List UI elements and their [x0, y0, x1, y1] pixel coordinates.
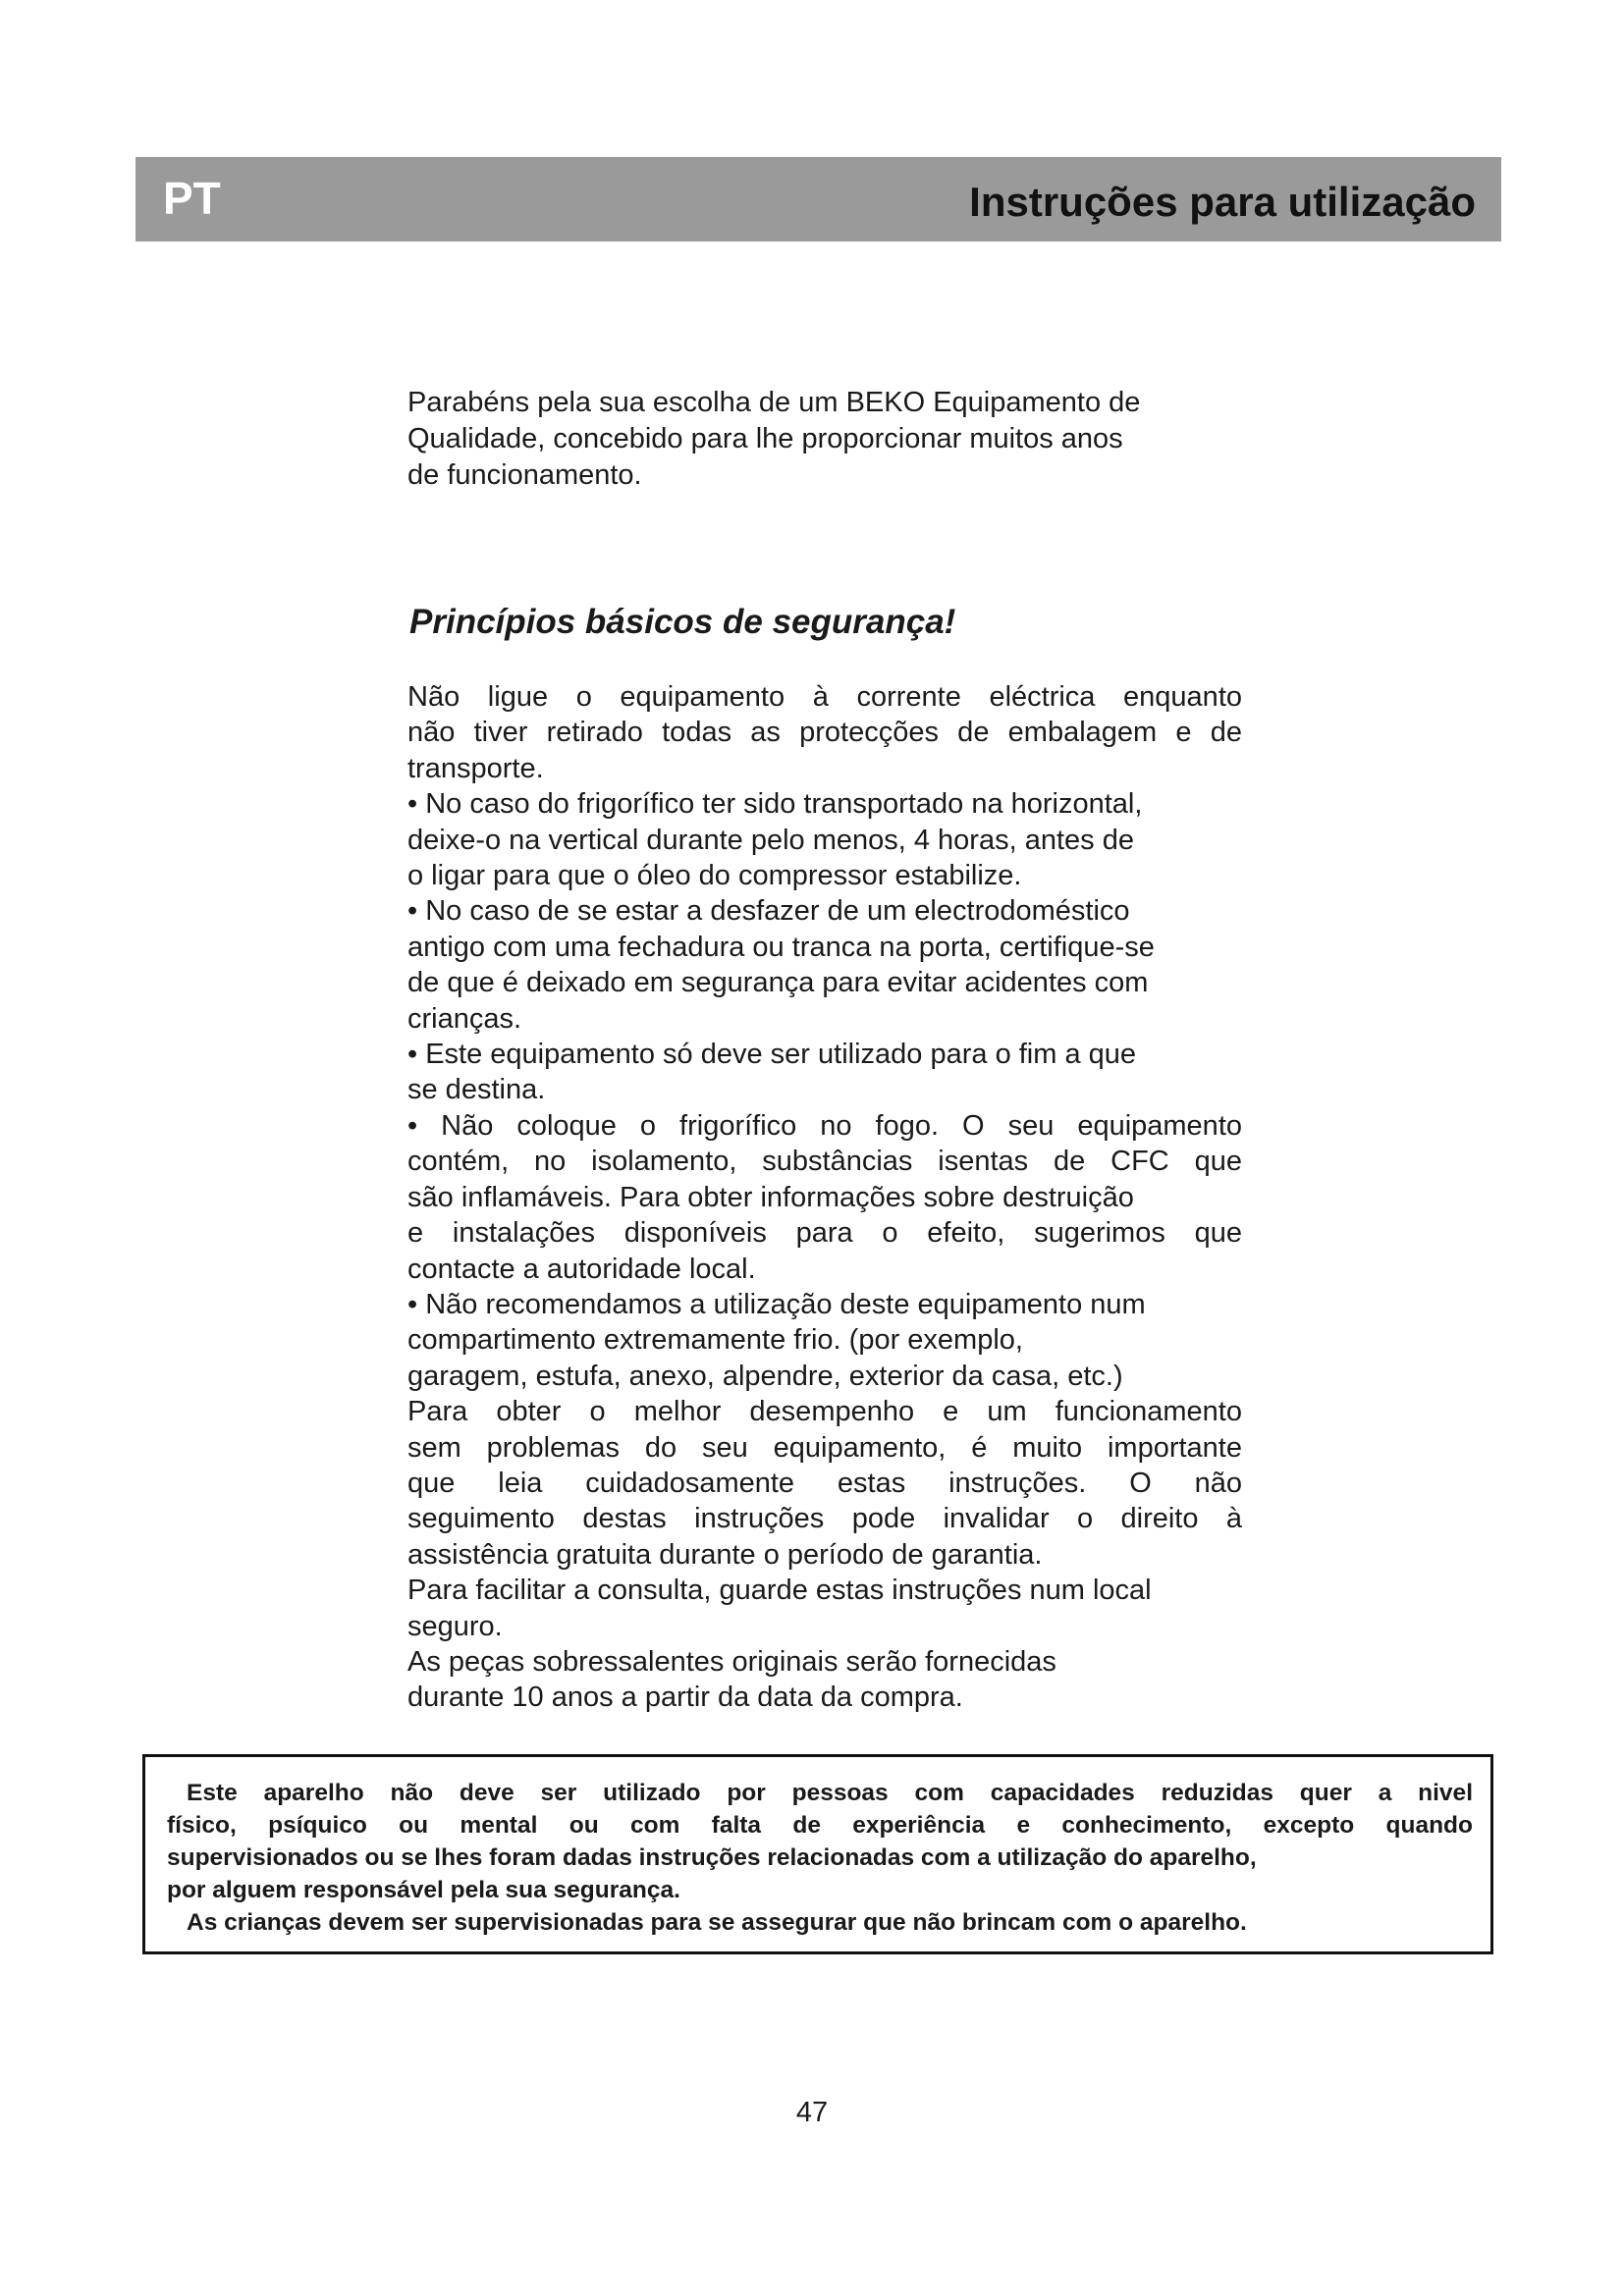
safety-line: seguimento destas instruções pode invalidar o direito à: [407, 1503, 1242, 1535]
intro-line: Qualidade, concebido para lhe proporcionar muitos anos: [407, 423, 1123, 454]
safety-line: não tiver retirado todas as protecções de embalagem e de: [407, 717, 1242, 749]
safety-line: Para obter o melhor desempenho e um funcionamento: [407, 1396, 1242, 1428]
safety-line: • No caso do frigorífico ter sido transportado na horizontal,: [407, 788, 1143, 821]
safety-line: • Este equipamento só deve ser utilizado para o fim a que: [407, 1039, 1137, 1071]
intro-paragraph: [407, 385, 1232, 494]
safety-line: • No caso de se estar a desfazer de um electrodoméstico: [407, 895, 1130, 928]
warning-text: [167, 1777, 1473, 1939]
safety-line: garagem, estufa, anexo, alpendre, exterior da casa, etc.): [407, 1360, 1123, 1392]
warning-box: [142, 1754, 1493, 1954]
language-code: PT: [163, 173, 221, 224]
safety-line: são inflamáveis. Para obter informações sobre destruição: [407, 1181, 1134, 1213]
safety-line: antigo com uma fechadura ou tranca na porta, certifique-se: [407, 931, 1155, 963]
safety-line: deixe-o na vertical durante pelo menos, 4 horas, antes de: [407, 824, 1134, 856]
warning-line: supervisionados ou se lhes foram dadas instruções relacionadas com a utilização do aparelho,: [167, 1844, 1257, 1871]
safety-line: crianças.: [407, 1002, 522, 1035]
safety-heading: Princípios básicos de segurança!: [409, 603, 956, 641]
warning-line: As crianças devem ser supervisionadas para se assegurar que não brincam com o aparelho.: [187, 1909, 1247, 1936]
header-bar: [135, 157, 1501, 241]
safety-line: • Não recomendamos a utilização deste equipamento num: [407, 1288, 1146, 1320]
safety-line: contém, no isolamento, substâncias isentas de CFC que: [407, 1146, 1242, 1178]
safety-line: o ligar para que o óleo do compressor estabilize.: [407, 860, 1022, 892]
safety-line: seguro.: [407, 1610, 503, 1642]
intro-line: Parabéns pela sua escolha de um BEKO Equipamento de: [407, 387, 1141, 418]
warning-line: Este aparelho não deve ser utilizado por pessoas com capacidades reduzidas quer a nivel: [187, 1780, 1473, 1806]
warning-line: por alguem responsável pela sua segurança.: [167, 1877, 680, 1903]
safety-line: durante 10 anos a partir da data da compra.: [407, 1682, 963, 1714]
safety-line: compartimento extremamente frio. (por exemplo,: [407, 1324, 1023, 1357]
intro-line: de funcionamento.: [407, 459, 642, 491]
safety-line: Não ligue o equipamento à corrente eléctrica enquanto: [407, 681, 1242, 713]
page-number: 47: [795, 2097, 829, 2128]
safety-line: transporte.: [407, 752, 544, 784]
safety-line: As peças sobressalentes originais serão fornecidas: [407, 1645, 1056, 1678]
safety-line: assistência gratuita durante o período de garantia.: [407, 1538, 1043, 1571]
safety-body: [407, 679, 1242, 1716]
warning-line: físico, psíquico ou mental ou com falta de experiência e conhecimento, excepto quando: [167, 1812, 1473, 1839]
safety-line: contacte a autoridade local.: [407, 1253, 756, 1285]
page-title: Instruções para utilização: [969, 179, 1476, 225]
safety-line: se destina.: [407, 1074, 546, 1106]
safety-line: de que é deixado em segurança para evitar acidentes com: [407, 967, 1149, 999]
safety-line: sem problemas do seu equipamento, é muito importante: [407, 1431, 1242, 1464]
safety-line: Para facilitar a consulta, guarde estas instruções num local: [407, 1575, 1152, 1607]
safety-line: • Não coloque o frigorífico no fogo. O seu equipamento: [407, 1109, 1242, 1142]
safety-line: que leia cuidadosamente estas instruções. O não: [407, 1467, 1242, 1499]
safety-line: e instalações disponíveis para o efeito, sugerimos que: [407, 1217, 1242, 1250]
